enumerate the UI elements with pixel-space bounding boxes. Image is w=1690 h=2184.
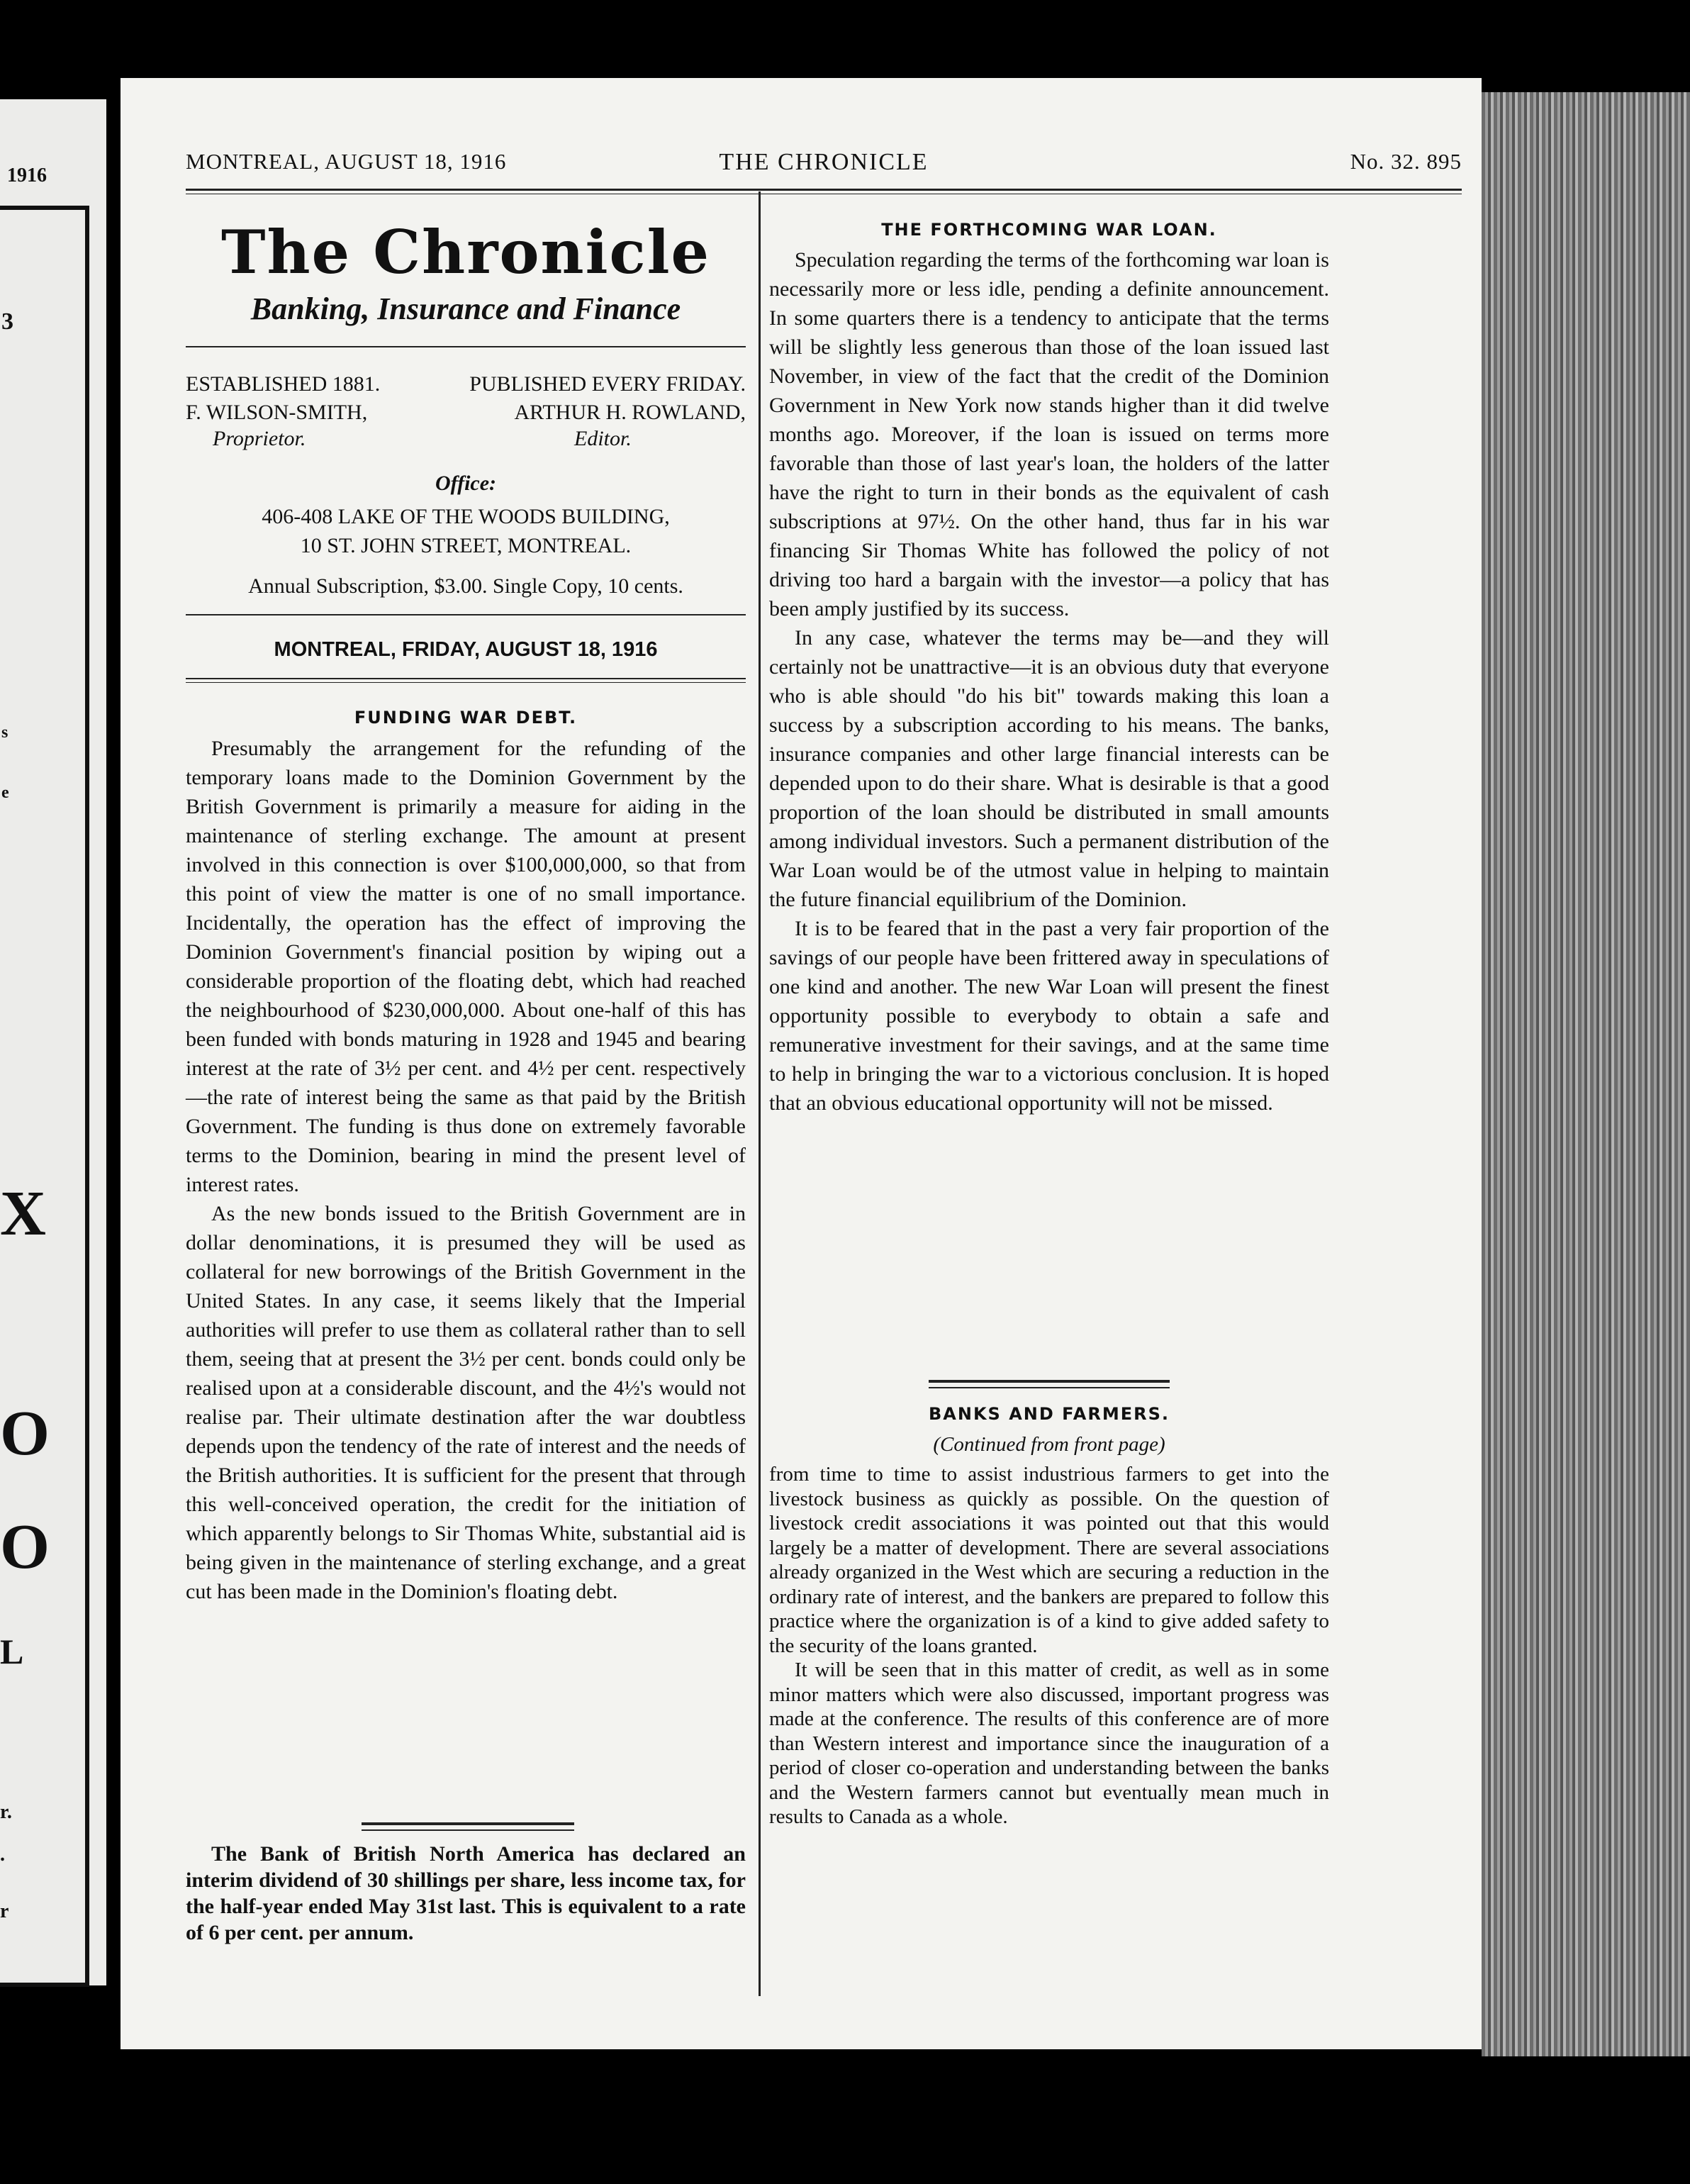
office-label: Office: bbox=[435, 472, 497, 495]
previous-page-year: 1916 bbox=[7, 165, 47, 186]
editor-name: ARTHUR H. ROWLAND, bbox=[514, 401, 746, 424]
dateline-rule bbox=[186, 682, 746, 683]
dateline-rule bbox=[186, 678, 746, 679]
previous-page-edge bbox=[0, 99, 106, 1985]
editor-role: Editor. bbox=[574, 427, 632, 450]
banks-article bbox=[769, 1462, 1329, 1829]
previous-page-fragment: e bbox=[1, 784, 9, 802]
previous-page-fragment: r. bbox=[0, 1801, 12, 1823]
column-divider bbox=[759, 191, 761, 1996]
book-page-edges bbox=[1482, 92, 1690, 2056]
funding-paragraph-2: As the new bonds issued to the British Government are in dollar denominations, it is presumed they will be used as collateral for new borrowings of the British Government in the United States. In any case, it seems likely that the Imperial authorities will prefer to use them as collateral rather than to sell them, seeing that at present the 3½ per cent. bonds could only be realised upon at a considerable discount, and the 4½'s would not realise par. Their ultimate destination after the war doubtless depends upon the tendency of the rate of interest and the needs of the British authorities. It is sufficient for the present that through this well-conceived operation, the credit for the initiation of which apparently belongs to Sir Thomas White, substantial aid is being given in the maintenance of sterling exchange, and a great cut has been made in the Dominion's floating debt. bbox=[186, 1202, 746, 1603]
newspaper-page bbox=[121, 78, 1482, 2049]
previous-page-fragment: O bbox=[0, 1398, 50, 1469]
war-loan-article bbox=[769, 245, 1329, 1118]
previous-page-fragment: 3 bbox=[1, 308, 13, 335]
header-rule bbox=[186, 189, 1462, 191]
dividend-notice-text: The Bank of British North America has declared an interim dividend of 30 shillings per share, less income tax, for the half-year ended May 31st last. This is equivalent to a rate of 6 per cent. per annum. bbox=[186, 1842, 746, 1944]
previous-page-fragment: X bbox=[0, 1179, 46, 1249]
running-head-date: MONTREAL, AUGUST 18, 1916 bbox=[186, 149, 507, 174]
banks-paragraph-2: It will be seen that in this matter of credit, as well as in some minor matters which were also discussed, important progress was made at the conference. The results of this conference are of more than Western interest and importance since the inauguration of a period of closer co-operation and understanding between the banks and the Western farmers cannot but eventually mean much in results to Canada as a whole. bbox=[769, 1659, 1329, 1828]
masthead-rule bbox=[186, 614, 746, 615]
war-loan-paragraph-2: In any case, whatever the terms may be—and they will certainly not be unattractive—it is an obvious duty that everyone who is able should "do his bit" towards making this loan a success by a subscription according to his means. The banks, insurance companies and other large financial interests can be depended upon to do their share. What is desirable is that a good proportion of the loan should be distributed in small amounts among individual investors. Such a permanent distribution of the War Loan would be of the utmost value in helping to maintain the future financial equilibrium of the Dominion. bbox=[769, 626, 1329, 911]
dividend-notice bbox=[186, 1841, 746, 1946]
previous-page-frame bbox=[0, 206, 89, 1987]
proprietor-role: Proprietor. bbox=[213, 427, 306, 450]
banks-paragraph-1: from time to time to assist industrious farmers to get into the livestock business as quickly as possible. On the question of livestock credit associations it was pointed out that this would largely be a matter of development. There are several associations already organized in the West which are securing a reduction in the ordinary rate of interest, and the bankers are prepared to follow this practice where the organization is of a kind to give added safety to the security of the loans granted. bbox=[769, 1463, 1329, 1657]
running-head-page-number: No. 32. 895 bbox=[1350, 149, 1462, 174]
funding-article bbox=[186, 734, 746, 1606]
notice-rule bbox=[362, 1822, 574, 1831]
established-line: ESTABLISHED 1881. bbox=[186, 372, 381, 396]
proprietor-name: F. WILSON-SMITH, bbox=[186, 401, 368, 424]
masthead-title: The Chronicle bbox=[221, 217, 710, 287]
running-head bbox=[186, 149, 1462, 180]
running-head-title: THE CHRONICLE bbox=[719, 149, 929, 175]
previous-page-fragment: L bbox=[0, 1632, 24, 1671]
previous-page-fragment: s bbox=[1, 723, 9, 742]
war-loan-heading: THE FORTHCOMING WAR LOAN. bbox=[881, 220, 1217, 240]
funding-heading: FUNDING WAR DEBT. bbox=[354, 708, 578, 728]
funding-paragraph-1: Presumably the arrangement for the refunding of the temporary loans made to the Dominion Government by the British Government is primarily a measure for aiding in the maintenance of sterling exchange. The amount at present involved in this connection is over $100,000,000, so that from this point of view the matter is one of no small importance. Incidentally, the operation has the effect of improving the Dominion Government's financial position by wiping out a considerable proportion of the floating debt, which had reached the neighbourhood of $230,000,000. About one-half of this has been funded with bonds maturing in 1928 and 1945 and bearing interest at the rate of 3½ per cent. and 4½ per cent. respectively—the rate of interest being the same as that paid by the British Government. The funding is thus done on extremely favorable terms to the Dominion, bearing in mind the present level of interest rates. bbox=[186, 737, 746, 1196]
war-loan-paragraph-1: Speculation regarding the terms of the forthcoming war loan is necessarily more or less idle, pending a definite announcement. In some quarters there is a tendency to anticipate that the terms will be slightly less generous than those of the loan issued last November, in view of the fact that the credit of the Dominion Government in New York now stands higher than it did twelve months ago. Moreover, if the loan is issued on terms more favorable than those of last year's loan, the holders of the latter have the right to turn in their bonds as the equivalent of cash subscriptions at 97½. On the other hand, thus far in his war financing Sir Thomas White has followed the policy of not driving too hard a bargain with the investor—a policy that has been amply justified by its success. bbox=[769, 248, 1329, 620]
previous-page-fragment: . bbox=[0, 1844, 5, 1866]
masthead-subtitle: Banking, Insurance and Finance bbox=[250, 291, 681, 326]
published-line: PUBLISHED EVERY FRIDAY. bbox=[469, 372, 746, 396]
banks-rule bbox=[929, 1380, 1170, 1388]
office-address-2: 10 ST. JOHN STREET, MONTREAL. bbox=[300, 534, 632, 557]
previous-page-fragment: r bbox=[0, 1900, 9, 1922]
banks-heading: BANKS AND FARMERS. bbox=[929, 1404, 1170, 1424]
issue-dateline: MONTREAL, FRIDAY, AUGUST 18, 1916 bbox=[274, 638, 658, 661]
continued-note: (Continued from front page) bbox=[933, 1433, 1165, 1456]
masthead-rule bbox=[186, 346, 746, 347]
previous-page-fragment: O bbox=[0, 1512, 50, 1582]
office-address-1: 406-408 LAKE OF THE WOODS BUILDING, bbox=[262, 505, 670, 528]
subscription-line: Annual Subscription, $3.00. Single Copy, 10 cents. bbox=[248, 574, 683, 598]
war-loan-paragraph-3: It is to be feared that in the past a very fair proportion of the savings of our people have been frittered away in speculations of one kind and another. The new War Loan will present the finest opportunity possible to everybody to obtain a safe and remunerative investment for their savings, and at the same time to help in bringing the war to a victorious conclusion. It is hoped that an obvious educational opportunity will not be missed. bbox=[769, 917, 1329, 1115]
